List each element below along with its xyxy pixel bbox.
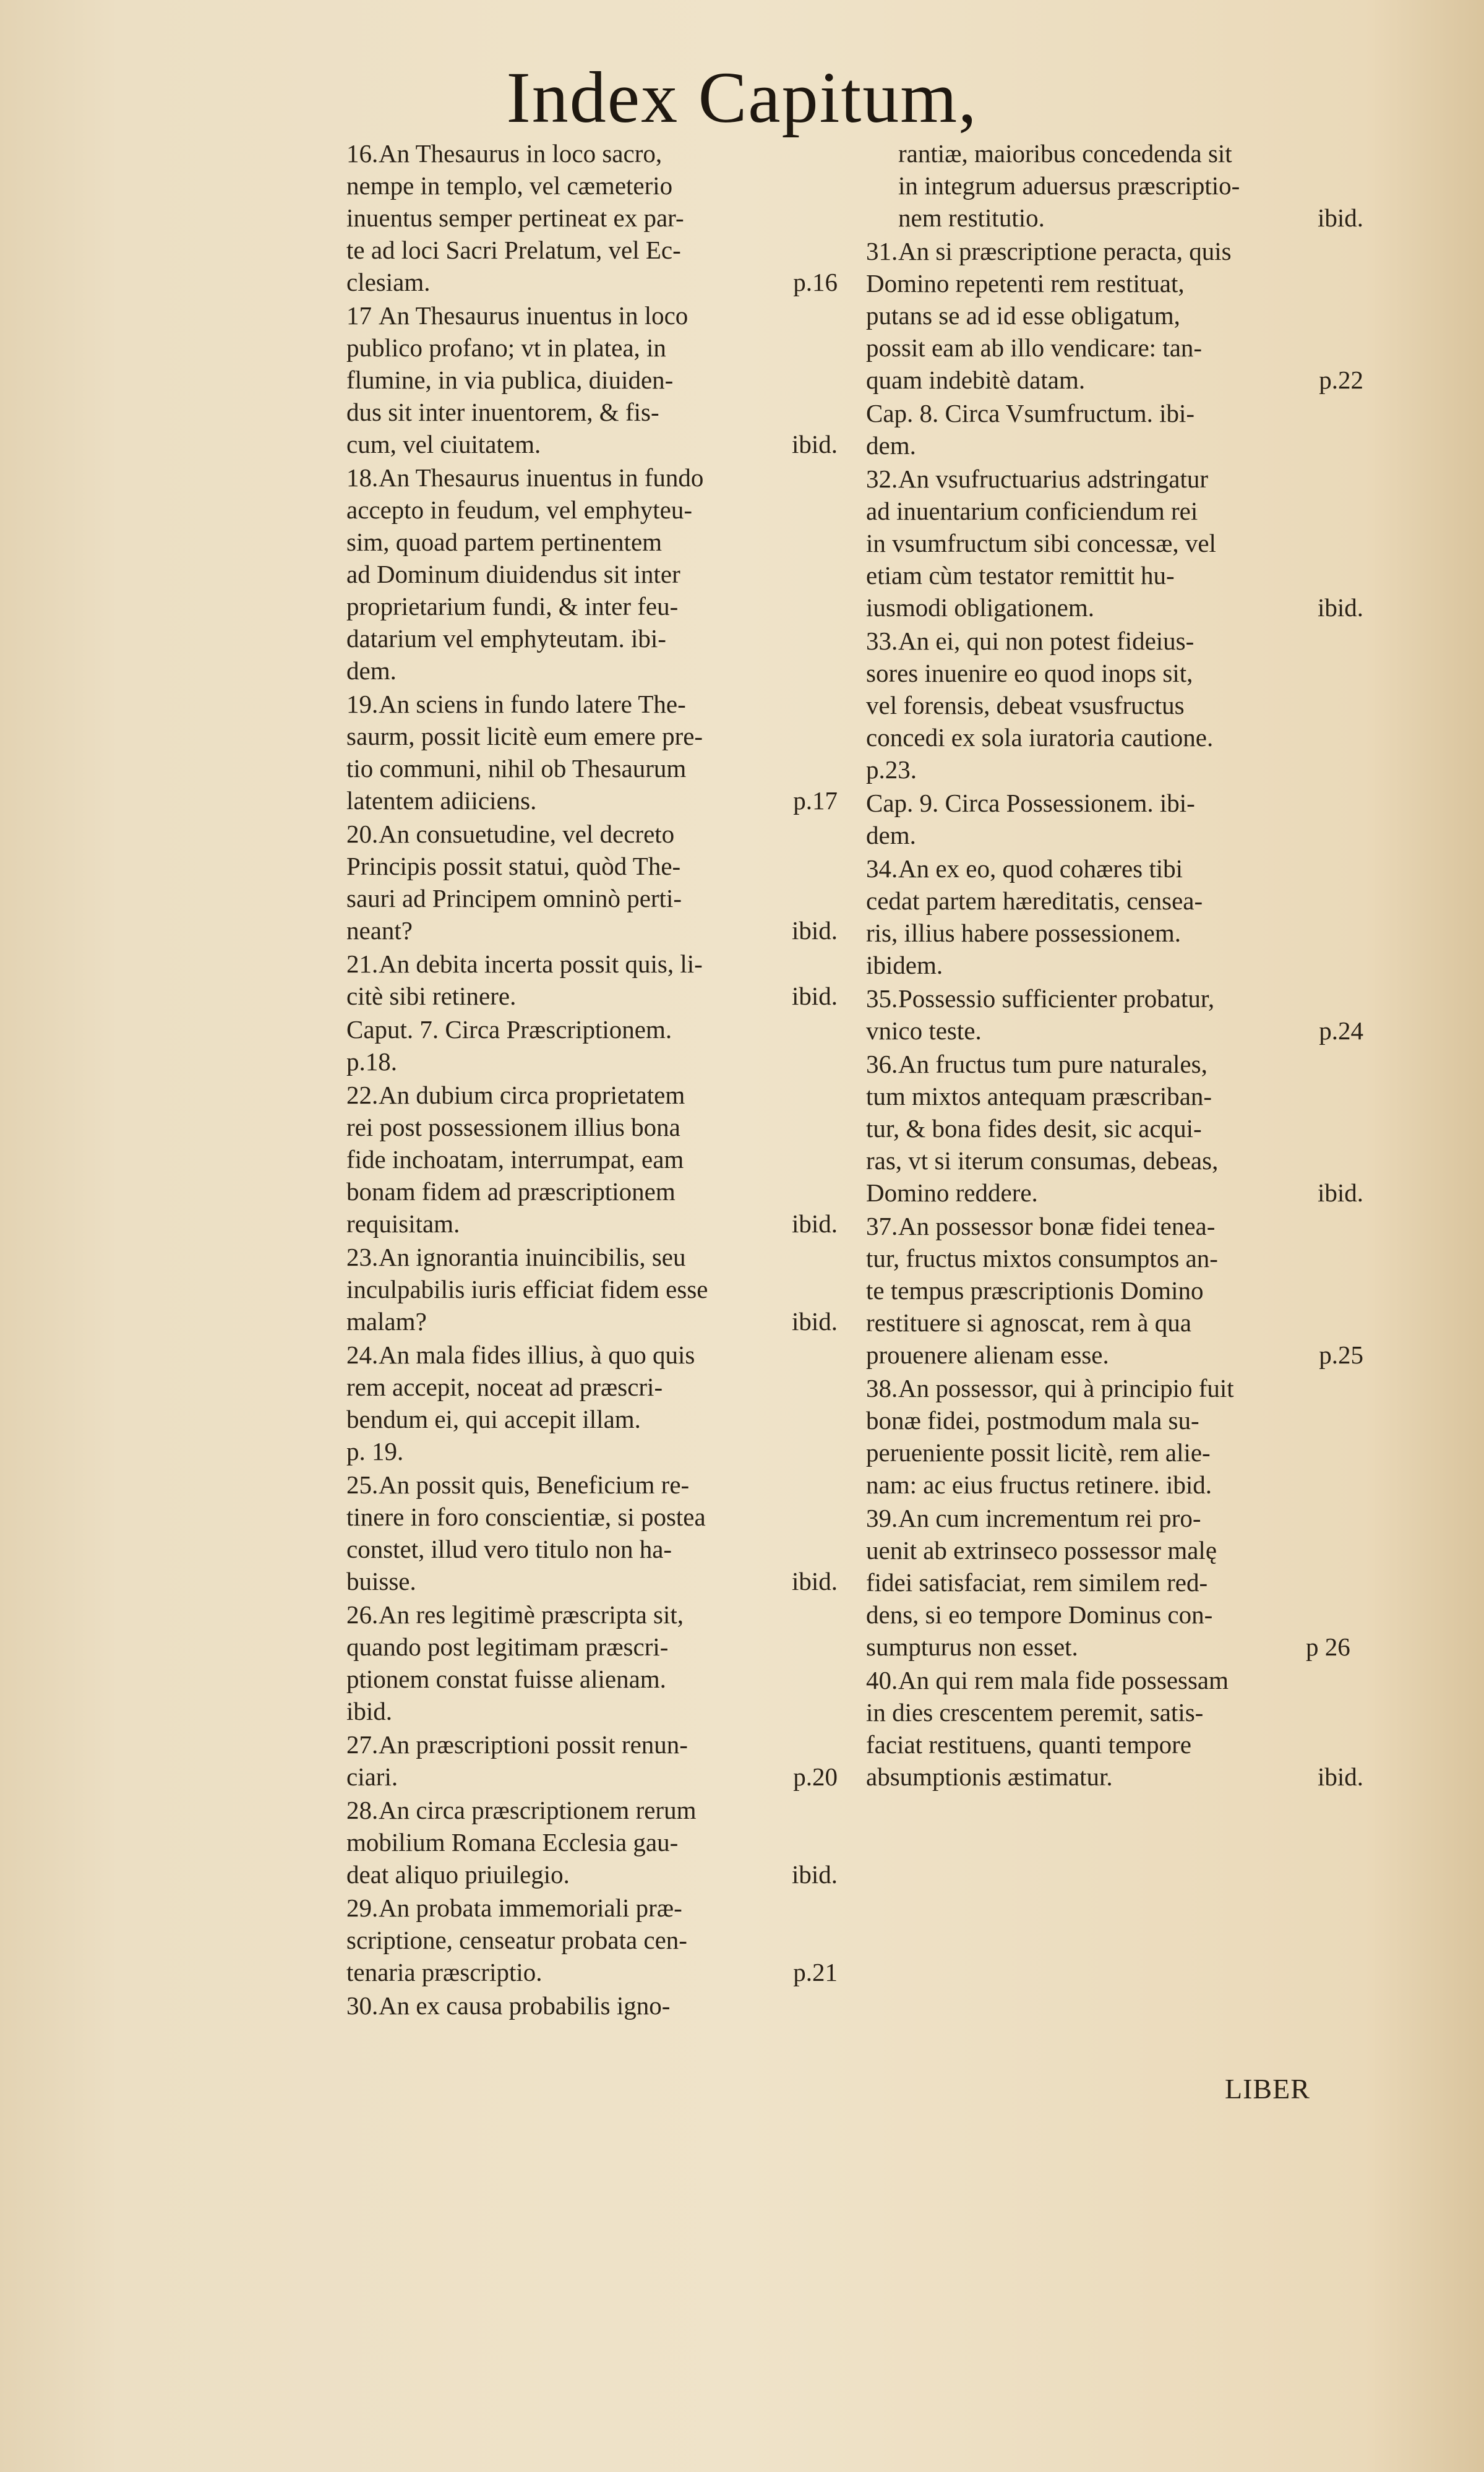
entry-line — [346, 1599, 841, 1631]
entry-text: vel forensis, debeat vsusfructus — [866, 691, 1185, 719]
entry-text: ibid. — [346, 1697, 393, 1725]
index-entry — [866, 463, 1367, 624]
index-entry — [346, 1469, 841, 1597]
entry-last-line — [898, 202, 1367, 234]
entry-line — [866, 1080, 1367, 1112]
index-entry — [346, 688, 841, 817]
entry-line — [866, 721, 1367, 753]
entry-text: An dubium circa proprietatem — [379, 1081, 685, 1109]
entry-text: absumptionis æstimatur. — [866, 1762, 1113, 1791]
entry-line — [346, 1469, 841, 1501]
page-reference: ibid. — [791, 1860, 838, 1889]
entry-text: ptionem constat fuisse alienam. — [346, 1665, 666, 1693]
entry-text: nem restitutio. — [898, 204, 1045, 232]
entry-line — [866, 852, 1367, 885]
index-entry — [866, 852, 1367, 981]
entry-line — [866, 1210, 1367, 1242]
entry-text: putans se ad id esse obligatum, — [866, 301, 1180, 330]
page-reference: ibid. — [791, 430, 838, 458]
entry-text: An Thesaurus in loco sacro, — [379, 139, 663, 168]
entry-text: sim, quoad partem pertinentem — [346, 528, 663, 556]
entry-text: An qui rem mala fide possessam — [898, 1666, 1229, 1694]
entry-line — [346, 1403, 841, 1435]
entry-text: sauri ad Principem omninò perti- — [346, 884, 682, 912]
entry-last-line — [346, 1695, 841, 1727]
entry-number: 26. — [346, 1600, 379, 1629]
entry-last-line — [346, 1858, 841, 1890]
index-entry — [346, 1989, 841, 2022]
entry-text: te tempus præscriptionis Domino — [866, 1276, 1204, 1305]
page-reference: p.24 — [1319, 1016, 1363, 1045]
entry-line — [866, 1436, 1367, 1469]
entry-number: 17 — [346, 301, 372, 330]
entry-line — [866, 1242, 1367, 1274]
entry-text: neant? — [346, 916, 413, 945]
entry-line — [866, 1566, 1367, 1599]
entry-line — [866, 495, 1367, 527]
entry-last-line — [866, 949, 1367, 981]
entry-line — [346, 1826, 841, 1858]
entry-text: Cap. 9. Circa Possessionem. ibi- — [866, 789, 1195, 817]
entry-text: publico profano; vt in platea, in — [346, 333, 666, 362]
entry-text: citè sibi retinere. — [346, 982, 517, 1010]
entry-text: An fructus tum pure naturales, — [898, 1050, 1207, 1078]
entry-text: perueniente possit licitè, rem alie- — [866, 1438, 1211, 1467]
entry-line — [346, 1371, 841, 1403]
page-reference: ibid. — [791, 1307, 838, 1336]
entry-line — [866, 559, 1367, 591]
entry-number: 34. — [866, 854, 898, 883]
entry-line — [346, 364, 841, 396]
entry-line — [346, 332, 841, 364]
entry-number: 38. — [866, 1374, 898, 1402]
right-column — [866, 137, 1367, 1794]
entry-text: mobilium Romana Ecclesia gau- — [346, 1828, 679, 1856]
entry-text: constet, illud vero titulo non ha- — [346, 1535, 672, 1563]
entry-number: 32. — [866, 465, 898, 493]
entry-last-line — [866, 1015, 1367, 1047]
entry-text: An circa præscriptionem rerum — [379, 1796, 697, 1824]
entry-text: te ad loci Sacri Prelatum, vel Ec- — [346, 236, 681, 264]
entry-text: An præscriptioni possit renun- — [379, 1730, 688, 1759]
entry-text: ras, vt si iterum consumas, debeas, — [866, 1146, 1219, 1175]
page-reference: p.20 — [793, 1762, 838, 1791]
entry-line — [866, 1144, 1367, 1177]
entry-line — [866, 787, 1367, 819]
left-column — [346, 137, 841, 2023]
entry-line — [346, 1339, 841, 1371]
index-entry — [346, 461, 841, 687]
entry-number: 37. — [866, 1212, 898, 1240]
entry-last-line — [346, 784, 841, 817]
entry-last-line — [866, 1631, 1367, 1663]
entry-text: bonæ fidei, postmodum mala su- — [866, 1406, 1199, 1435]
entry-line — [346, 396, 841, 428]
entry-line — [346, 1241, 841, 1273]
catchword: LIBER — [1225, 2073, 1310, 2105]
entry-number: 18. — [346, 463, 379, 492]
index-entry — [346, 1241, 841, 1337]
index-entry — [346, 137, 841, 298]
entry-text: inuentus semper pertineat ex par- — [346, 204, 684, 232]
entry-last-line — [866, 1761, 1367, 1793]
entry-text: bonam fidem ad præscriptionem — [346, 1177, 676, 1206]
entry-line — [346, 1533, 841, 1565]
entry-text: dus sit inter inuentorem, & fis- — [346, 398, 659, 426]
entry-text: inculpabilis iuris efficiat fidem esse — [346, 1275, 708, 1303]
entry-number: 35. — [866, 984, 898, 1013]
entry-text: scriptione, censeatur probata cen- — [346, 1926, 687, 1954]
entry-line — [866, 1728, 1367, 1761]
entry-line — [346, 1501, 841, 1533]
entry-line — [346, 1892, 841, 1924]
entry-line — [866, 463, 1367, 495]
entry-line — [866, 397, 1367, 429]
entry-text: p. 19. — [346, 1437, 404, 1466]
entry-line — [346, 234, 841, 266]
entry-line — [346, 1143, 841, 1175]
page-reference: p.22 — [1319, 366, 1363, 394]
entry-number: 22. — [346, 1081, 379, 1109]
entry-line — [866, 1048, 1367, 1080]
entry-text: dens, si eo tempore Dominus con- — [866, 1600, 1213, 1629]
entry-text: ibidem. — [866, 951, 943, 979]
index-entry — [346, 299, 841, 460]
entry-text: saurm, possit licitè eum emere pre- — [346, 722, 703, 750]
entry-line — [866, 982, 1367, 1015]
entry-last-line — [346, 1305, 841, 1337]
page-reference: p.17 — [793, 786, 838, 815]
entry-number: 25. — [346, 1470, 379, 1499]
entry-text: An ex eo, quod cohæres tibi — [898, 854, 1183, 883]
entry-text: An possessor bonæ fidei tenea- — [898, 1212, 1216, 1240]
entry-number: 31. — [866, 237, 898, 265]
entry-line — [866, 689, 1367, 721]
entry-text: clesiam. — [346, 268, 431, 296]
index-entry — [346, 1728, 841, 1793]
page-reference: p.16 — [793, 268, 838, 296]
entry-text: proprietarium fundi, & inter feu- — [346, 592, 679, 620]
entry-text: An si præscriptione peracta, quis — [898, 237, 1232, 265]
index-entry — [866, 235, 1367, 396]
index-entry — [866, 982, 1367, 1047]
entry-number: 27. — [346, 1730, 379, 1759]
page-reference: ibid. — [791, 916, 838, 945]
entry-text: Principis possit statui, quòd The- — [346, 852, 681, 880]
entry-text: An probata immemoriali præ- — [379, 1894, 682, 1922]
entry-number: 36. — [866, 1050, 898, 1078]
entry-text: tum mixtos antequam præscriban- — [866, 1082, 1212, 1110]
entry-line — [866, 235, 1367, 267]
entry-text: faciat restituens, quanti tempore — [866, 1730, 1191, 1759]
entry-text: An debita incerta possit quis, li- — [379, 950, 703, 978]
entry-line — [346, 1273, 841, 1305]
entry-text: An vsufructuarius adstringatur — [898, 465, 1208, 493]
index-entry — [866, 1664, 1367, 1793]
entry-line — [346, 1175, 841, 1208]
entry-text: Domino reddere. — [866, 1178, 1038, 1207]
entry-line — [346, 170, 841, 202]
entry-line — [346, 622, 841, 654]
entry-line — [866, 527, 1367, 559]
entry-number: 23. — [346, 1243, 379, 1271]
entry-line — [346, 720, 841, 752]
entry-text: ris, illius habere possessionem. — [866, 919, 1182, 947]
entry-line — [346, 1013, 841, 1045]
entry-text: dem. — [346, 656, 397, 685]
entry-line — [346, 1111, 841, 1143]
page-title: Index Capitum, — [506, 57, 978, 138]
entry-line — [346, 948, 841, 980]
entry-last-line — [346, 1208, 841, 1240]
entry-text: An Thesaurus inuentus in fundo — [379, 463, 704, 492]
page-reference: ibid. — [1317, 593, 1363, 622]
entry-text: An cum incrementum rei pro- — [898, 1504, 1201, 1532]
entry-line — [866, 1599, 1367, 1631]
entry-text: fide inchoatam, interrumpat, eam — [346, 1145, 684, 1174]
index-entry — [346, 948, 841, 1012]
page-reference: ibid. — [1317, 1178, 1363, 1207]
entry-text: accepto in feudum, vel emphyteu- — [346, 496, 692, 524]
entry-text: in integrum aduersus præscriptio- — [898, 171, 1240, 200]
entry-number: 16. — [346, 139, 379, 168]
entry-text: quando post legitimam præscri- — [346, 1633, 669, 1661]
chapter-heading — [866, 397, 1367, 461]
page-reference: ibid. — [1317, 1762, 1363, 1791]
page-reference: ibid. — [791, 1567, 838, 1595]
entry-text: sores inuenire eo quod inops sit, — [866, 659, 1193, 687]
index-entry — [866, 1502, 1367, 1663]
entry-last-line — [346, 266, 841, 298]
entry-last-line — [866, 753, 1367, 786]
entry-text: latentem adiiciens. — [346, 786, 537, 815]
entry-text: dem. — [866, 431, 916, 460]
entry-last-line — [346, 1989, 841, 2022]
chapter-heading — [346, 1013, 841, 1078]
entry-last-line — [866, 429, 1367, 461]
entry-text: Possessio sufficienter probatur, — [898, 984, 1215, 1013]
entry-text: An possit quis, Beneficium re- — [379, 1470, 690, 1499]
page-reference: ibid. — [1317, 204, 1363, 232]
entry-text: datarium vel emphyteutam. ibi- — [346, 624, 666, 653]
entry-text: deat aliquo priuilegio. — [346, 1860, 570, 1889]
entry-text: prouenere alienam esse. — [866, 1341, 1109, 1369]
entry-last-line — [346, 1956, 841, 1988]
entry-text: vnico teste. — [866, 1016, 982, 1045]
page-reference: ibid. — [791, 1209, 838, 1238]
entry-line — [346, 558, 841, 590]
entry-text: cedat partem hæreditatis, censea- — [866, 886, 1203, 915]
entry-last-line — [866, 1469, 1367, 1501]
entry-last-line — [866, 591, 1367, 624]
entry-line — [866, 1404, 1367, 1436]
entry-line — [866, 299, 1367, 332]
entry-text: rei post possessionem illius bona — [346, 1113, 680, 1141]
entry-text: ad Dominum diuidendus sit inter — [346, 560, 680, 588]
index-entry — [866, 1372, 1367, 1501]
entry-number: 24. — [346, 1341, 379, 1369]
entry-line — [346, 494, 841, 526]
entry-text: Domino repetenti rem restituat, — [866, 269, 1185, 298]
entry-text: cum, vel ciuitatem. — [346, 430, 541, 458]
entry-text: An mala fides illius, à quo quis — [379, 1341, 695, 1369]
page-reference: p 26 — [1306, 1633, 1350, 1661]
entry-line — [898, 137, 1367, 170]
entry-line — [866, 1502, 1367, 1534]
entry-text: bendum ei, qui accepit illam. — [346, 1405, 641, 1433]
entry-text: An consuetudine, vel decreto — [379, 820, 675, 848]
entry-text: ciari. — [346, 1762, 398, 1791]
entry-text: restituere si agnoscat, rem à qua — [866, 1308, 1191, 1337]
entry-line — [346, 299, 841, 332]
index-entry — [866, 137, 1367, 234]
entry-text: uenit ab extrinseco possessor malę — [866, 1536, 1217, 1564]
entry-text: nam: ac eius fructus retinere. ibid. — [866, 1470, 1212, 1499]
index-entry — [346, 1794, 841, 1890]
entry-line — [866, 885, 1367, 917]
entry-last-line — [866, 1177, 1367, 1209]
entry-text: in dies crescentem peremit, satis- — [866, 1698, 1204, 1727]
entry-number: 19. — [346, 690, 379, 718]
entry-line — [346, 1794, 841, 1826]
entry-text: requisitam. — [346, 1209, 460, 1238]
entry-text: tur, fructus mixtos consumptos an- — [866, 1244, 1218, 1272]
entry-text: concedi ex sola iuratoria cautione. — [866, 723, 1214, 752]
entry-line — [866, 1534, 1367, 1566]
entry-line — [866, 332, 1367, 364]
entry-last-line — [866, 1339, 1367, 1371]
entry-last-line — [346, 654, 841, 687]
entry-last-line — [346, 914, 841, 946]
entry-line — [346, 202, 841, 234]
entry-text: An Thesaurus inuentus in loco — [379, 301, 688, 330]
entry-text: p.23. — [866, 755, 917, 784]
entry-text: flumine, in via publica, diuiden- — [346, 366, 674, 394]
entry-line — [866, 1307, 1367, 1339]
entry-text: An res legitimè præscripta sit, — [379, 1600, 684, 1629]
entry-text: An ei, qui non potest fideius- — [898, 627, 1194, 655]
entry-last-line — [866, 819, 1367, 851]
index-entry — [866, 625, 1367, 786]
entry-text: tio communi, nihil ob Thesaurum — [346, 754, 687, 783]
entry-last-line — [346, 1565, 841, 1597]
entry-line — [898, 170, 1367, 202]
entry-text: An sciens in fundo latere The- — [379, 690, 686, 718]
index-entry — [346, 1079, 841, 1240]
index-entry — [346, 1892, 841, 1988]
entry-text: malam? — [346, 1307, 427, 1336]
index-entry — [866, 1210, 1367, 1371]
entry-text: rem accepit, noceat ad præscri- — [346, 1373, 663, 1401]
entry-last-line — [346, 428, 841, 460]
entry-line — [346, 1924, 841, 1956]
index-entry — [346, 1599, 841, 1727]
entry-text: An ex causa probabilis igno- — [379, 1991, 671, 2020]
entry-last-line — [866, 364, 1367, 396]
entry-line — [346, 590, 841, 622]
entry-text: p.18. — [346, 1047, 397, 1076]
entry-number: 21. — [346, 950, 379, 978]
entry-text: buisse. — [346, 1567, 416, 1595]
entry-text: tinere in foro conscientiæ, si postea — [346, 1503, 706, 1531]
entry-text: dem. — [866, 821, 916, 849]
entry-text: Caput. 7. Circa Præscriptionem. — [346, 1015, 672, 1044]
entry-line — [346, 1728, 841, 1761]
entry-text: sumpturus non esset. — [866, 1633, 1078, 1661]
entry-text: rantiæ, maioribus concedenda sit — [898, 139, 1232, 168]
index-entry — [346, 1339, 841, 1467]
entry-line — [866, 917, 1367, 949]
entry-line — [346, 1663, 841, 1695]
entry-text: ad inuentarium conficiendum rei — [866, 497, 1198, 525]
entry-text: possit eam ab illo vendicare: tan- — [866, 333, 1203, 362]
page-reference: ibid. — [791, 982, 838, 1010]
entry-line — [866, 1664, 1367, 1696]
entry-number: 30. — [346, 1991, 379, 2020]
entry-text: tenaria præscriptio. — [346, 1958, 543, 1986]
entry-number: 29. — [346, 1894, 379, 1922]
entry-number: 40. — [866, 1666, 898, 1694]
chapter-heading — [866, 787, 1367, 851]
entry-text: in vsumfructum sibi concessæ, vel — [866, 529, 1216, 557]
entry-line — [346, 818, 841, 850]
entry-last-line — [346, 1435, 841, 1467]
entry-text: iusmodi obligationem. — [866, 593, 1094, 622]
entry-line — [866, 1112, 1367, 1144]
entry-text: nempe in templo, vel cæmeterio — [346, 171, 673, 200]
entry-number: 39. — [866, 1504, 898, 1532]
entry-number: 20. — [346, 820, 379, 848]
entry-text: tur, & bona fides desit, sic acqui- — [866, 1114, 1202, 1143]
entry-line — [866, 1696, 1367, 1728]
entry-line — [866, 267, 1367, 299]
entry-line — [346, 688, 841, 720]
entry-line — [346, 752, 841, 784]
entry-line — [866, 1274, 1367, 1307]
entry-text: Cap. 8. Circa Vsumfructum. ibi- — [866, 399, 1195, 427]
entry-line — [866, 625, 1367, 657]
page-reference: p.21 — [793, 1958, 838, 1986]
entry-text: quam indebitè datam. — [866, 366, 1086, 394]
index-entry — [346, 818, 841, 946]
entry-number: 28. — [346, 1796, 379, 1824]
entry-line — [346, 526, 841, 558]
entry-text: An ignorantia inuincibilis, seu — [379, 1243, 686, 1271]
entry-line — [346, 461, 841, 494]
entry-text: An possessor, qui à principio fuit — [898, 1374, 1234, 1402]
entry-last-line — [346, 980, 841, 1012]
entry-last-line — [346, 1761, 841, 1793]
entry-line — [346, 1631, 841, 1663]
entry-line — [346, 882, 841, 914]
entry-last-line — [346, 1045, 841, 1078]
entry-line — [346, 850, 841, 882]
index-entry — [866, 1048, 1367, 1209]
page-reference: p.25 — [1319, 1341, 1363, 1369]
entry-line — [346, 137, 841, 170]
entry-number: 33. — [866, 627, 898, 655]
entry-line — [866, 1372, 1367, 1404]
entry-line — [346, 1079, 841, 1111]
entry-text: fidei satisfaciat, rem similem red- — [866, 1568, 1208, 1597]
entry-line — [866, 657, 1367, 689]
entry-text: etiam cùm testator remittit hu- — [866, 561, 1175, 590]
